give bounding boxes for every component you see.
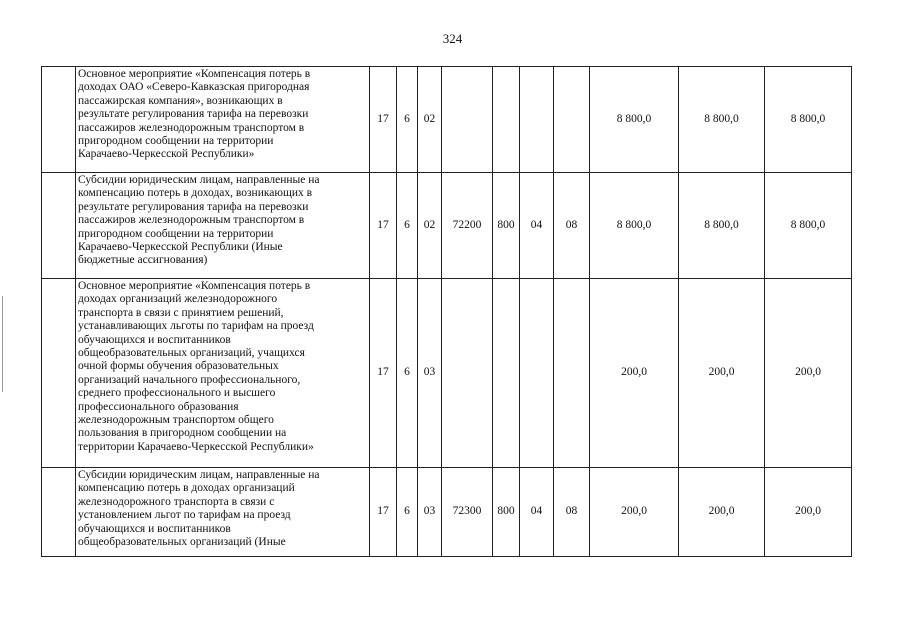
code-chapter-cell: 17 [370, 279, 397, 468]
amount-year-2-cell: 200,0 [679, 279, 765, 468]
row-number-cell [42, 279, 76, 468]
table-row [42, 173, 852, 279]
description-cell [76, 173, 370, 279]
code-subprogram-cell: 02 [418, 173, 442, 279]
amount-year-2-cell: 200,0 [679, 468, 765, 557]
amount-year-1-cell: 8 800,0 [590, 173, 679, 279]
code-chapter-cell: 17 [370, 173, 397, 279]
code-program-cell: 6 [397, 173, 418, 279]
description-line: пассажирская компания», возникающих в [78, 94, 283, 107]
code-direction-cell [442, 279, 493, 468]
description-line: обучающихся и воспитанников [78, 333, 231, 346]
code-chapter-cell: 17 [370, 67, 397, 173]
code-subsection-cell [554, 279, 590, 468]
code-chapter-cell: 17 [370, 468, 397, 557]
amount-year-1-cell: 200,0 [590, 468, 679, 557]
description-line: пассажиров железнодорожным транспортом в [78, 214, 305, 227]
description-cell [76, 67, 370, 173]
description-line: результате регулирования тарифа на перевозки [78, 200, 309, 213]
description-line: бюджетные ассигнования) [78, 254, 208, 267]
description-line: результате регулирования тарифа на перевозки [78, 108, 309, 121]
description-line: пассажиров железнодорожным транспортом в [78, 121, 305, 134]
code-expense-type-cell: 800 [493, 468, 520, 557]
code-program-cell: 6 [397, 67, 418, 173]
amount-year-3-cell: 8 800,0 [765, 173, 852, 279]
description-cell [76, 279, 370, 468]
description-line: Субсидии юридическим лицам, направленные на [78, 469, 320, 481]
description-line: территории Карачаево-Черкесской Республики» [78, 440, 314, 453]
description-line: доходах организаций железнодорожного [78, 293, 278, 306]
code-program-cell: 6 [397, 468, 418, 557]
description-line: пригородном сообщении на территории [78, 135, 274, 148]
code-subsection-cell: 08 [554, 468, 590, 557]
amount-year-3-cell: 200,0 [765, 468, 852, 557]
amount-year-3-cell: 200,0 [765, 279, 852, 468]
description-line: среднего профессионального и высшего [78, 387, 276, 400]
amount-year-1-cell: 200,0 [590, 279, 679, 468]
description-line: компенсацию потерь в доходах организаций [78, 482, 295, 495]
description-line: Основное мероприятие «Компенсация потерь в [78, 68, 311, 80]
code-section-cell [520, 67, 554, 173]
code-expense-type-cell [493, 67, 520, 173]
code-subsection-cell: 08 [554, 173, 590, 279]
code-direction-cell: 72200 [442, 173, 493, 279]
row-number-cell [42, 67, 76, 173]
description-line: пользования в пригородном сообщении на [78, 427, 287, 440]
code-subprogram-cell: 03 [418, 468, 442, 557]
description-line: очной формы обучения образовательных [78, 360, 279, 373]
table-row [42, 279, 852, 468]
description-line: организаций начального профессионального, [78, 373, 301, 386]
description-line: компенсацию потерь в доходах, возникающих в [78, 187, 313, 200]
code-subsection-cell [554, 67, 590, 173]
amount-year-1-cell: 8 800,0 [590, 67, 679, 173]
description-line: общеобразовательных организаций, учащихся [78, 347, 305, 360]
description-line: железнодорожным транспортом общего [78, 414, 274, 427]
scan-margin-mark [2, 296, 3, 392]
description-line: Субсидии юридическим лицам, направленные на [78, 174, 320, 186]
description-line: профессионального образования [78, 400, 239, 413]
code-section-cell: 04 [520, 173, 554, 279]
description-line: доходах ОАО «Северо-Кавказская пригородная [78, 81, 310, 94]
amount-year-2-cell: 8 800,0 [679, 173, 765, 279]
code-subprogram-cell: 02 [418, 67, 442, 173]
code-expense-type-cell [493, 279, 520, 468]
table-row [42, 468, 852, 557]
description-line: устанавливающих льготы по тарифам на проезд [78, 320, 314, 333]
row-number-cell [42, 468, 76, 557]
amount-year-2-cell: 8 800,0 [679, 67, 765, 173]
code-section-cell: 04 [520, 468, 554, 557]
budget-table [41, 66, 852, 557]
amount-year-3-cell: 8 800,0 [765, 67, 852, 173]
description-line: транспорта в связи с принятием решений, [78, 306, 284, 319]
code-program-cell: 6 [397, 279, 418, 468]
page-number: 324 [442, 31, 463, 46]
code-expense-type-cell: 800 [493, 173, 520, 279]
description-line: установлением льгот по тарифам на проезд [78, 509, 291, 522]
table-row [42, 67, 852, 173]
description-line: Карачаево-Черкесской Республики» [78, 148, 255, 161]
code-subprogram-cell: 03 [418, 279, 442, 468]
description-line: Карачаево-Черкесской Республики (Иные [78, 241, 283, 254]
code-direction-cell: 72300 [442, 468, 493, 557]
row-number-cell [42, 173, 76, 279]
description-line: железнодорожного транспорта в связи с [78, 495, 275, 508]
description-line: обучающихся и воспитанников [78, 522, 231, 535]
code-section-cell [520, 279, 554, 468]
description-line: общеобразовательных организаций (Иные [78, 536, 286, 549]
code-direction-cell [442, 67, 493, 173]
description-cell [76, 468, 370, 557]
description-line: пригородном сообщении на территории [78, 227, 274, 240]
description-line: Основное мероприятие «Компенсация потерь в [78, 280, 311, 292]
